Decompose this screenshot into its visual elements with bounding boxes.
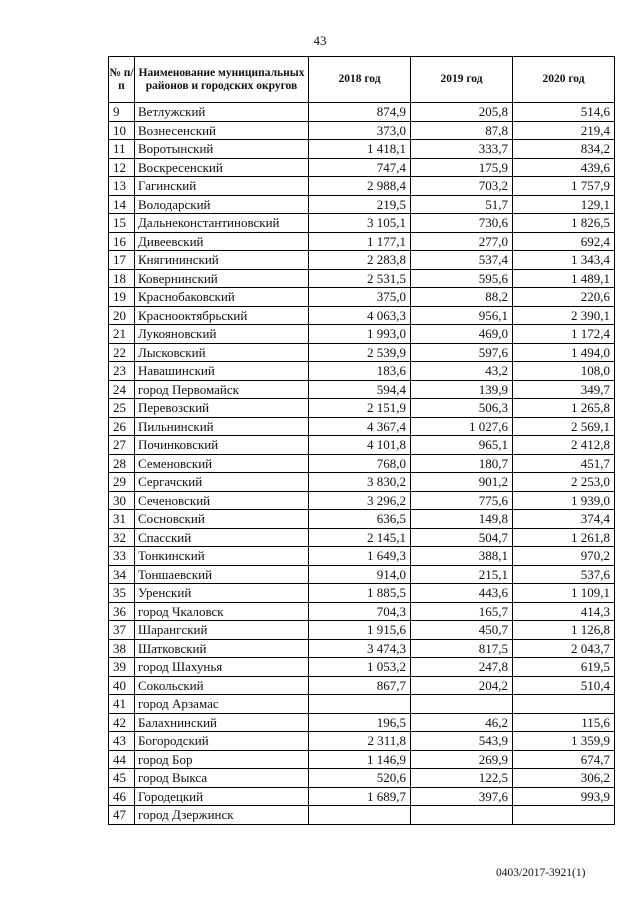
row-value-2020: 129,1 [513, 195, 615, 214]
row-value-2018: 1 993,0 [309, 325, 411, 344]
row-name: Уренский [135, 584, 309, 603]
row-name: Княгининский [135, 251, 309, 270]
row-value-2019: 269,9 [411, 750, 513, 769]
table-row [109, 565, 615, 584]
row-value-2019: 965,1 [411, 436, 513, 455]
row-number: 23 [109, 362, 135, 381]
row-value-2019: 175,9 [411, 158, 513, 177]
row-value-2020: 115,6 [513, 713, 615, 732]
row-number: 38 [109, 639, 135, 658]
row-value-2018: 2 311,8 [309, 732, 411, 751]
row-value-2020: 1 172,4 [513, 325, 615, 344]
table-row [109, 177, 615, 196]
row-number: 46 [109, 787, 135, 806]
row-number: 32 [109, 528, 135, 547]
row-value-2019: 51,7 [411, 195, 513, 214]
row-value-2018: 375,0 [309, 288, 411, 307]
header-2018: 2018 год [309, 57, 411, 103]
table-row [109, 547, 615, 566]
row-name: Лысковский [135, 343, 309, 362]
row-value-2020: 1 494,0 [513, 343, 615, 362]
row-number: 40 [109, 676, 135, 695]
row-number: 10 [109, 121, 135, 140]
row-number: 30 [109, 491, 135, 510]
row-value-2018: 4 367,4 [309, 417, 411, 436]
row-value-2018: 1 915,6 [309, 621, 411, 640]
row-value-2020: 2 569,1 [513, 417, 615, 436]
header-2020: 2020 год [513, 57, 615, 103]
row-number: 41 [109, 695, 135, 714]
table-row [109, 436, 615, 455]
table-row [109, 621, 615, 640]
row-value-2019: 597,6 [411, 343, 513, 362]
row-name: Гагинский [135, 177, 309, 196]
table-row [109, 713, 615, 732]
row-value-2020: 1 261,8 [513, 528, 615, 547]
row-value-2020: 1 359,9 [513, 732, 615, 751]
table-row [109, 103, 615, 122]
row-number: 28 [109, 454, 135, 473]
row-name: Тоншаевский [135, 565, 309, 584]
table-row [109, 232, 615, 251]
row-name: Богородский [135, 732, 309, 751]
row-value-2019: 215,1 [411, 565, 513, 584]
row-value-2018: 196,5 [309, 713, 411, 732]
row-value-2018: 1 177,1 [309, 232, 411, 251]
row-value-2019: 180,7 [411, 454, 513, 473]
table-row [109, 676, 615, 695]
table-row [109, 787, 615, 806]
row-number: 35 [109, 584, 135, 603]
row-name: город Шахунья [135, 658, 309, 677]
row-name: Шарангский [135, 621, 309, 640]
row-value-2020: 2 253,0 [513, 473, 615, 492]
row-number: 33 [109, 547, 135, 566]
row-value-2019 [411, 806, 513, 825]
row-value-2020: 692,4 [513, 232, 615, 251]
row-value-2019: 901,2 [411, 473, 513, 492]
row-value-2020: 219,4 [513, 121, 615, 140]
table-row [109, 140, 615, 159]
row-value-2019: 817,5 [411, 639, 513, 658]
row-value-2018: 4 101,8 [309, 436, 411, 455]
row-value-2020: 1 826,5 [513, 214, 615, 233]
row-value-2020: 1 126,8 [513, 621, 615, 640]
table-row [109, 288, 615, 307]
row-name: город Дзержинск [135, 806, 309, 825]
row-number: 15 [109, 214, 135, 233]
row-name: Сергачский [135, 473, 309, 492]
row-value-2019: 87,8 [411, 121, 513, 140]
table-header-row [109, 57, 615, 103]
row-value-2020: 439,6 [513, 158, 615, 177]
table-row [109, 454, 615, 473]
row-number: 26 [109, 417, 135, 436]
row-value-2020 [513, 806, 615, 825]
row-name: Краснобаковский [135, 288, 309, 307]
row-value-2018: 874,9 [309, 103, 411, 122]
row-value-2019: 397,6 [411, 787, 513, 806]
row-value-2019: 43,2 [411, 362, 513, 381]
table-row [109, 214, 615, 233]
row-value-2020: 970,2 [513, 547, 615, 566]
row-value-2019: 388,1 [411, 547, 513, 566]
row-value-2020: 674,7 [513, 750, 615, 769]
row-name: Вознесенский [135, 121, 309, 140]
row-value-2018: 704,3 [309, 602, 411, 621]
row-number: 19 [109, 288, 135, 307]
row-value-2018: 914,0 [309, 565, 411, 584]
row-value-2018: 747,4 [309, 158, 411, 177]
table-row [109, 399, 615, 418]
row-name: Ковернинский [135, 269, 309, 288]
data-table [108, 56, 615, 825]
row-name: Краснооктябрьский [135, 306, 309, 325]
row-number: 24 [109, 380, 135, 399]
row-value-2018: 183,6 [309, 362, 411, 381]
row-number: 39 [109, 658, 135, 677]
row-value-2020: 349,7 [513, 380, 615, 399]
table-row [109, 343, 615, 362]
row-number: 36 [109, 602, 135, 621]
row-number: 14 [109, 195, 135, 214]
row-name: Починковский [135, 436, 309, 455]
row-value-2019: 46,2 [411, 713, 513, 732]
row-number: 45 [109, 769, 135, 788]
row-value-2020: 1 757,9 [513, 177, 615, 196]
row-value-2018: 1 649,3 [309, 547, 411, 566]
row-value-2020: 220,6 [513, 288, 615, 307]
row-number: 29 [109, 473, 135, 492]
row-value-2018: 3 474,3 [309, 639, 411, 658]
row-name: Тонкинский [135, 547, 309, 566]
row-name: Перевозский [135, 399, 309, 418]
row-value-2020: 2 390,1 [513, 306, 615, 325]
row-value-2019: 537,4 [411, 251, 513, 270]
row-value-2019: 139,9 [411, 380, 513, 399]
row-name: Дивеевский [135, 232, 309, 251]
table-row [109, 158, 615, 177]
row-value-2019: 450,7 [411, 621, 513, 640]
row-value-2018 [309, 695, 411, 714]
row-value-2018: 3 105,1 [309, 214, 411, 233]
row-value-2019: 506,3 [411, 399, 513, 418]
row-value-2019: 775,6 [411, 491, 513, 510]
row-value-2019: 730,6 [411, 214, 513, 233]
row-number: 42 [109, 713, 135, 732]
table-row [109, 251, 615, 270]
row-name: город Первомайск [135, 380, 309, 399]
row-value-2018: 1 885,5 [309, 584, 411, 603]
table-row [109, 528, 615, 547]
row-value-2018: 2 539,9 [309, 343, 411, 362]
row-value-2018: 2 988,4 [309, 177, 411, 196]
row-value-2019: 122,5 [411, 769, 513, 788]
row-name: Володарский [135, 195, 309, 214]
row-number: 13 [109, 177, 135, 196]
table-row [109, 473, 615, 492]
row-value-2018: 219,5 [309, 195, 411, 214]
row-name: Балахнинский [135, 713, 309, 732]
row-value-2020: 1 265,8 [513, 399, 615, 418]
row-number: 11 [109, 140, 135, 159]
row-value-2018: 2 283,8 [309, 251, 411, 270]
row-value-2018: 3 296,2 [309, 491, 411, 510]
table-row [109, 380, 615, 399]
table-row [109, 491, 615, 510]
row-name: Сосновский [135, 510, 309, 529]
row-value-2020: 834,2 [513, 140, 615, 159]
table-body [109, 103, 615, 825]
row-value-2018: 768,0 [309, 454, 411, 473]
row-value-2019 [411, 695, 513, 714]
row-number: 27 [109, 436, 135, 455]
row-value-2019: 543,9 [411, 732, 513, 751]
row-value-2018: 2 151,9 [309, 399, 411, 418]
row-name: Семеновский [135, 454, 309, 473]
table-row [109, 658, 615, 677]
row-name: город Выкса [135, 769, 309, 788]
row-number: 25 [109, 399, 135, 418]
row-value-2019: 247,8 [411, 658, 513, 677]
row-number: 12 [109, 158, 135, 177]
row-value-2020: 374,4 [513, 510, 615, 529]
row-name: Городецкий [135, 787, 309, 806]
row-number: 22 [109, 343, 135, 362]
table-row [109, 510, 615, 529]
row-value-2019: 205,8 [411, 103, 513, 122]
row-name: Шатковский [135, 639, 309, 658]
table-row [109, 750, 615, 769]
row-value-2020: 1 343,4 [513, 251, 615, 270]
row-name: Пильнинский [135, 417, 309, 436]
row-value-2018 [309, 806, 411, 825]
row-number: 20 [109, 306, 135, 325]
row-value-2020: 2 412,8 [513, 436, 615, 455]
row-value-2019: 504,7 [411, 528, 513, 547]
row-number: 21 [109, 325, 135, 344]
table-row [109, 121, 615, 140]
row-value-2020: 510,4 [513, 676, 615, 695]
row-number: 16 [109, 232, 135, 251]
row-value-2019: 149,8 [411, 510, 513, 529]
document-code: 0403/2017-3921(1) [496, 867, 586, 879]
row-number: 37 [109, 621, 135, 640]
row-name: Сокольский [135, 676, 309, 695]
row-value-2020: 993,9 [513, 787, 615, 806]
row-value-2018: 1 146,9 [309, 750, 411, 769]
row-name: Воскресенский [135, 158, 309, 177]
row-name: город Бор [135, 750, 309, 769]
row-number: 47 [109, 806, 135, 825]
table-row [109, 639, 615, 658]
row-value-2019: 204,2 [411, 676, 513, 695]
row-value-2018: 2 531,5 [309, 269, 411, 288]
header-2019: 2019 год [411, 57, 513, 103]
row-value-2020: 514,6 [513, 103, 615, 122]
row-name: Ветлужский [135, 103, 309, 122]
row-value-2020: 2 043,7 [513, 639, 615, 658]
row-value-2020: 108,0 [513, 362, 615, 381]
row-value-2020: 1 489,1 [513, 269, 615, 288]
row-number: 43 [109, 732, 135, 751]
row-name: Сеченовский [135, 491, 309, 510]
header-num: № п/п [109, 57, 135, 103]
row-name: город Чкаловск [135, 602, 309, 621]
row-value-2018: 373,0 [309, 121, 411, 140]
row-name: Воротынский [135, 140, 309, 159]
row-value-2018: 4 063,3 [309, 306, 411, 325]
row-number: 44 [109, 750, 135, 769]
row-value-2020: 619,5 [513, 658, 615, 677]
table-row [109, 695, 615, 714]
row-value-2019: 469,0 [411, 325, 513, 344]
table-row [109, 325, 615, 344]
table-row [109, 306, 615, 325]
row-number: 31 [109, 510, 135, 529]
row-value-2019: 333,7 [411, 140, 513, 159]
row-name: Спасский [135, 528, 309, 547]
row-value-2020: 1 109,1 [513, 584, 615, 603]
row-value-2018: 1 418,1 [309, 140, 411, 159]
row-value-2018: 2 145,1 [309, 528, 411, 547]
row-value-2020: 451,7 [513, 454, 615, 473]
row-number: 9 [109, 103, 135, 122]
row-value-2019: 277,0 [411, 232, 513, 251]
row-value-2019: 1 027,6 [411, 417, 513, 436]
header-name: Наименование муниципальных районов и городских округов [135, 57, 309, 103]
table-row [109, 417, 615, 436]
table-row [109, 584, 615, 603]
row-value-2020: 1 939,0 [513, 491, 615, 510]
row-name: Лукояновский [135, 325, 309, 344]
table-row [109, 806, 615, 825]
table-row [109, 732, 615, 751]
row-value-2019: 595,6 [411, 269, 513, 288]
row-name: город Арзамас [135, 695, 309, 714]
row-name: Навашинский [135, 362, 309, 381]
table-row [109, 769, 615, 788]
page-number: 43 [313, 33, 327, 48]
row-number: 34 [109, 565, 135, 584]
row-value-2019: 165,7 [411, 602, 513, 621]
row-value-2019: 88,2 [411, 288, 513, 307]
table-row [109, 362, 615, 381]
row-value-2018: 636,5 [309, 510, 411, 529]
table-row [109, 195, 615, 214]
row-value-2020 [513, 695, 615, 714]
row-value-2018: 594,4 [309, 380, 411, 399]
row-number: 17 [109, 251, 135, 270]
row-value-2020: 306,2 [513, 769, 615, 788]
row-value-2019: 703,2 [411, 177, 513, 196]
row-value-2018: 3 830,2 [309, 473, 411, 492]
table-row [109, 602, 615, 621]
row-value-2020: 537,6 [513, 565, 615, 584]
row-value-2018: 1 053,2 [309, 658, 411, 677]
row-value-2020: 414,3 [513, 602, 615, 621]
row-value-2018: 867,7 [309, 676, 411, 695]
row-name: Дальнеконстантиновский [135, 214, 309, 233]
row-value-2019: 956,1 [411, 306, 513, 325]
row-value-2018: 520,6 [309, 769, 411, 788]
row-value-2019: 443,6 [411, 584, 513, 603]
table-row [109, 269, 615, 288]
row-number: 18 [109, 269, 135, 288]
row-value-2018: 1 689,7 [309, 787, 411, 806]
